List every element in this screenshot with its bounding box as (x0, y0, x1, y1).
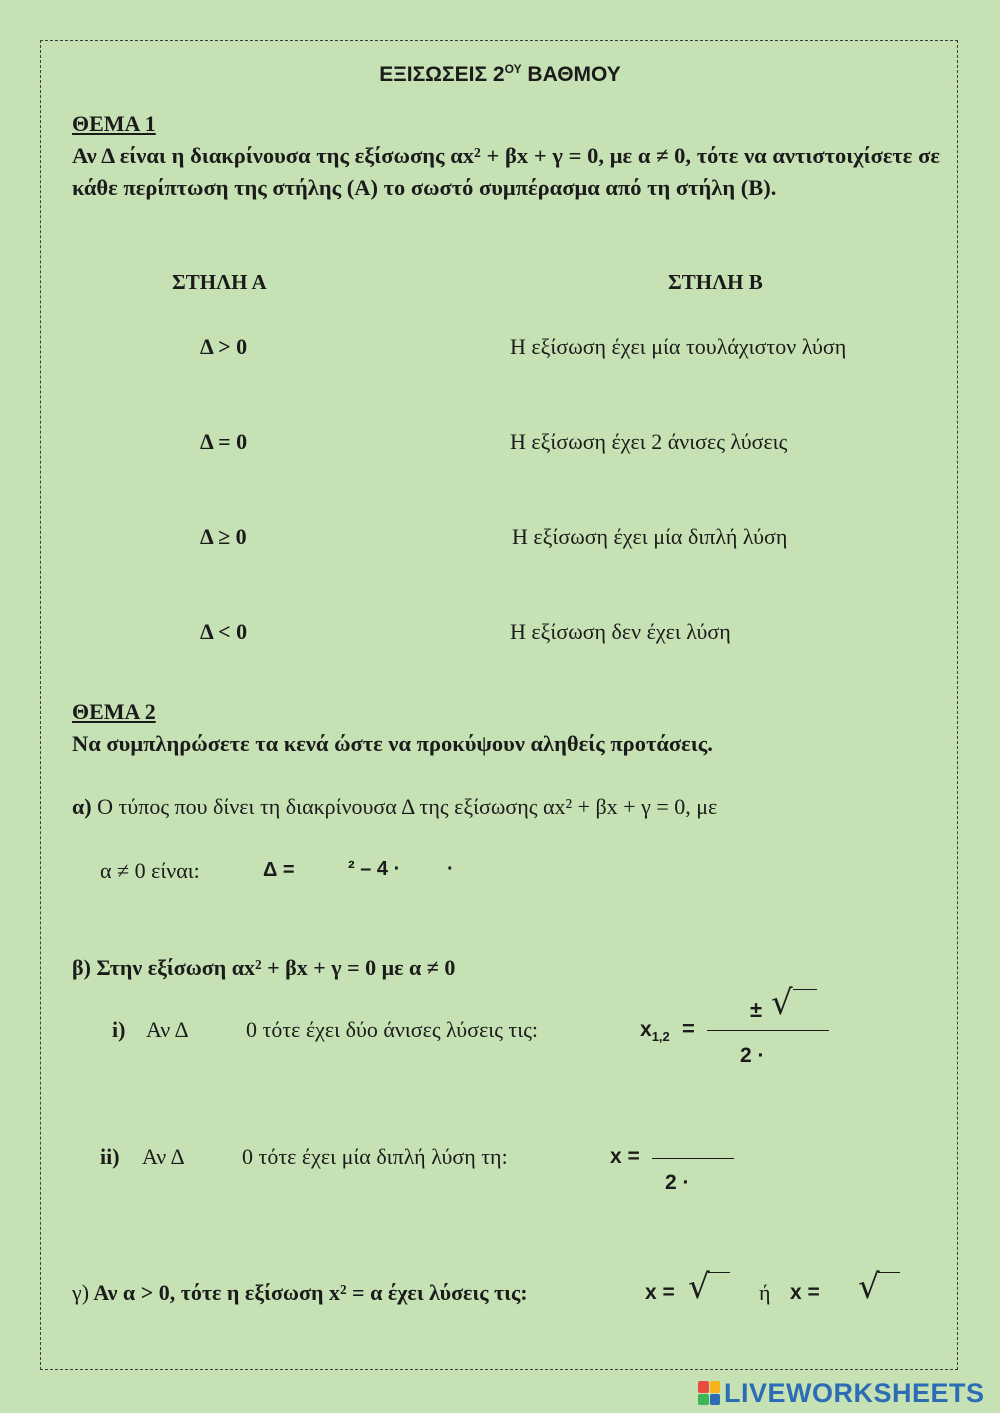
x12-label: $x_{1,2}$ (640, 1018, 670, 1045)
column-b-item: Η εξίσωση δεν έχει λύση (510, 619, 731, 644)
logo-text: LIVEWORKSHEETS (724, 1377, 985, 1408)
delta-label: Δ = (263, 859, 295, 881)
theme1-intro: Αν Δ είναι η διακρίνουσα της εξίσωσης αx² + βx + γ = 0, με α ≠ 0, τότε να αντιστοιχίσετε σε κάθε περίπτωση της στήλης (Α) το σωστό συμπέρασμα από τη στήλη (Β). (72, 143, 940, 200)
denominator: 2 · (665, 1171, 690, 1194)
sqrt-bar (793, 989, 817, 990)
page-title: ΕΞΙΣΩΣΕΙΣ $2^{O\Upsilon}$ ΒΑΘΜΟΥ (379, 62, 621, 86)
question-c: γ) Αν α > 0, τότε η εξίσωση x² = α έχει λύσεις τις: (72, 1280, 528, 1305)
question-a-condition: α ≠ 0 είναι: (100, 858, 200, 883)
column-a-header: ΣΤΗΛΗ Α (172, 270, 267, 294)
sqrt-icon: √ (688, 1267, 710, 1307)
denominator: 2 · (740, 1044, 765, 1067)
sqrt-icon: √ (771, 983, 793, 1023)
case-ii-if: Αν Δ (142, 1144, 185, 1169)
case-i-text: 0 τότε έχει δύο άνισες λύσεις τις: (246, 1017, 539, 1042)
column-b-header: ΣΤΗΛΗ Β (668, 270, 763, 294)
x-equals-2: x = (790, 1281, 820, 1304)
page-border (40, 40, 958, 1370)
sqrt-bar (708, 1272, 730, 1273)
theme2-instruction: Να συμπληρώσετε τα κενά ώστε να προκύψουν αληθείς προτάσεις. (72, 731, 713, 756)
question-a: α) Ο τύπος που δίνει τη διακρίνουσα Δ της εξίσωσης αx² + βx + γ = 0, με (72, 794, 718, 819)
case-i-if: Αν Δ (146, 1017, 189, 1042)
column-a-item: Δ ≥ 0 (200, 524, 247, 549)
formula-dot: · (447, 858, 454, 880)
liveworksheets-logo (698, 1378, 985, 1408)
fraction-bar (707, 1030, 829, 1031)
column-b-item: Η εξίσωση έχει 2 άνισες λύσεις (510, 429, 788, 454)
column-a-item: Δ = 0 (200, 429, 248, 454)
case-i-label: i) (112, 1017, 126, 1042)
discriminant-formula: ² – 4 · (348, 858, 401, 880)
sqrt-icon: √ (858, 1267, 880, 1307)
fraction-bar (652, 1158, 734, 1159)
x12-equals: = (682, 1016, 695, 1041)
column-a-item: Δ < 0 (200, 619, 248, 644)
column-b-item: Η εξίσωση έχει μία διπλή λύση (512, 524, 788, 549)
logo-mark-icon (698, 1381, 720, 1405)
plus-minus: ± (750, 997, 763, 1022)
theme1-header: ΘΕΜΑ 1 (72, 111, 156, 136)
or-text: ή (759, 1280, 771, 1305)
column-b-item: Η εξίσωση έχει μία τουλάχιστον λύση (510, 334, 847, 359)
theme2-header: ΘΕΜΑ 2 (72, 699, 156, 724)
question-b: β) Στην εξίσωση αx² + βx + γ = 0 με α ≠ 0 (72, 955, 456, 980)
case-ii-text: 0 τότε έχει μία διπλή λύση τη: (242, 1144, 508, 1169)
sqrt-bar (878, 1272, 900, 1273)
case-ii-label: ii) (100, 1144, 120, 1169)
x-equals: x = (610, 1145, 640, 1168)
x-equals-1: x = (645, 1281, 675, 1304)
column-a-item: Δ > 0 (200, 334, 248, 359)
